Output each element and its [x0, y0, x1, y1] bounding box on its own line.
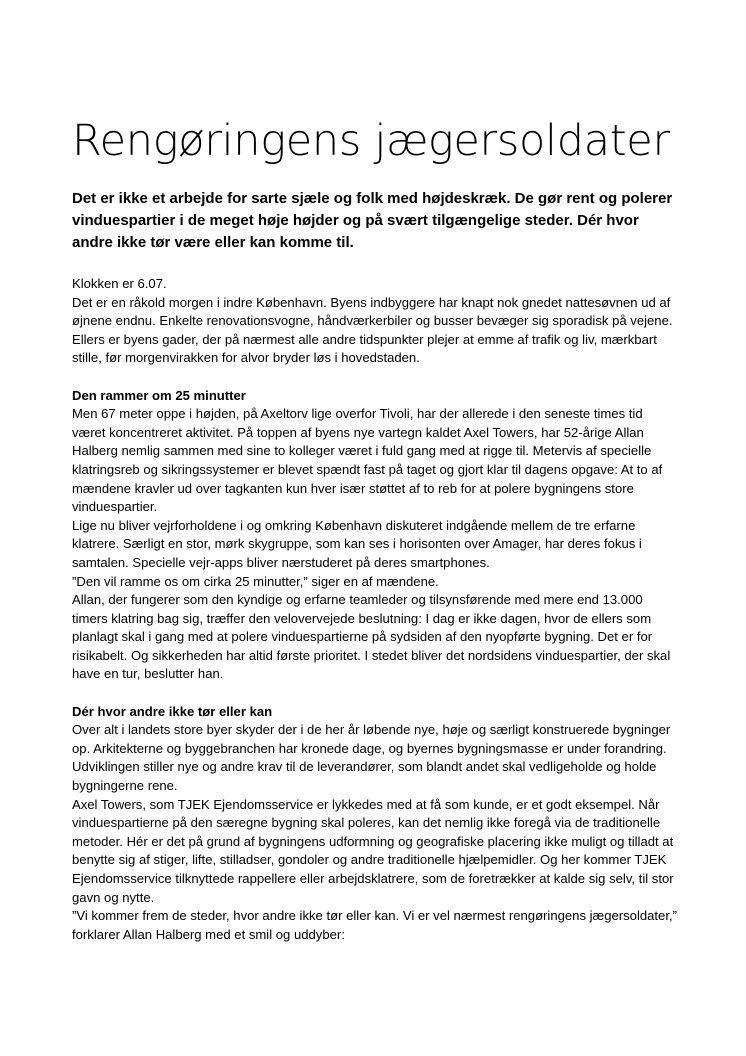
quote-paragraph: ”Vi kommer frem de steder, hvor andre ikke tør eller kan. Vi er vel nærmest rengøringens jægersoldater,” forklarer Allan Halberg med et smil og uddyber:	[72, 908, 677, 942]
body-paragraph: Over alt i landets store byer skyder der i de her år løbende nye, høje og særligt konstruerede bygninger op. Arkitekterne og byggebranchen har kronede dage, og byernes bygningsmasse er under forandring. Udviklingen stiller nye og andre krav til de leverandører, som blandt andet skal vedligeholde og holde bygningerne rene.	[72, 722, 671, 794]
article-lead: Det er ikke et arbejde for sarte sjæle og folk med højdeskræk. De gør rent og polerer vinduespartier i de meget høje højder og på svært tilgængelige steder. Dér hvor andre ikke tør være eller kan komme til.	[72, 190, 673, 251]
body-paragraph: Allan, der fungerer som den kyndige og erfarne teamleder og tilsynsførende med mere end 13.000 timers klatring bag sig, træffer den velovervejede beslutning: I dag er ikke dagen, hvor de ellers som planlagt skal i gang med at polere vinduespartierne på sydsiden af den nyopførte bygning. Det er for risikabelt. Og sikkerheden har altid første prioritet. I stedet bliver det nordsidens vinduespartier, der skal have en tur, beslutter han.	[72, 592, 671, 682]
body-paragraph: Lige nu bliver vejrforholdene i og omkring København diskuteret indgående mellem de tre erfarne klatrere. Særligt en stor, mørk skygruppe, som kan ses i horisonten over Amager, har deres fokus i samtalen. Specielle vejr-apps bliver nærstuderet på deres smartphones.	[72, 517, 642, 570]
paragraph-gap	[72, 368, 677, 387]
quote-paragraph: ”Den vil ramme os om cirka 25 minutter,” siger en af mændene.	[72, 573, 439, 589]
intro-time: Klokken er 6.07.	[72, 276, 167, 291]
body-paragraph: Axel Towers, som TJEK Ejendomsservice er lykkedes med at få som kunde, er et godt eksempel. Når vinduespartierne på den særegne bygning skal poleres, kan det nemlig ikke foregå via de traditionelle metoder. Hér er det på grund af bygningens udformning og geografiske placering ikke muligt og tilladt at benytte sig af stiger, lifte, stilladser, gondoler og andre traditionelle hjælpemidler. Og her kommer TJEK Ejendomsservice tilknyttede rappellere eller arbejdsklatrere, som de foretrækker at kalde sig selv, til stor gavn og nytte.	[72, 796, 674, 905]
section-heading: Den rammer om 25 minutter	[72, 387, 246, 403]
section-heading: Dér hvor andre ikke tør eller kan	[72, 703, 273, 719]
article-title: Rengøringens jægersoldater	[72, 116, 670, 166]
paragraph-gap	[72, 684, 677, 703]
body-paragraph: Men 67 meter oppe i højden, på Axeltorv lige overfor Tivoli, har der allerede i den seneste times tid været koncentreret aktivitet. På toppen af byens nye vartegn kaldet Axel Towers, har 52-årige Allan Halberg nemlig sammen med sine to kolleger været i fuld gang med at rigge til. Metervis af specielle klatringsreb og sikringssystemer er blevet spændt fast på taget og gjort klar til dagens opgave: At to af mændene kravler ud over tagkanten kun hver især støttet af to reb for at polere bygningens store vinduespartier.	[72, 406, 663, 515]
article-body	[72, 275, 677, 944]
intro-paragraph: Det er en råkold morgen i indre København. Byens indbyggere har knapt nok gnedet nattesøvnen ud af øjnene endnu. Enkelte renovationsvogne, håndværkerbiler og busser bevæger sig sporadisk på vejene. Ellers er byens gader, der på nærmest alle andre tidspunkter plejer at emme af trafik og liv, mærkbart stille, før morgenvirakken for alvor bryder løs i hovedstaden.	[72, 294, 673, 366]
